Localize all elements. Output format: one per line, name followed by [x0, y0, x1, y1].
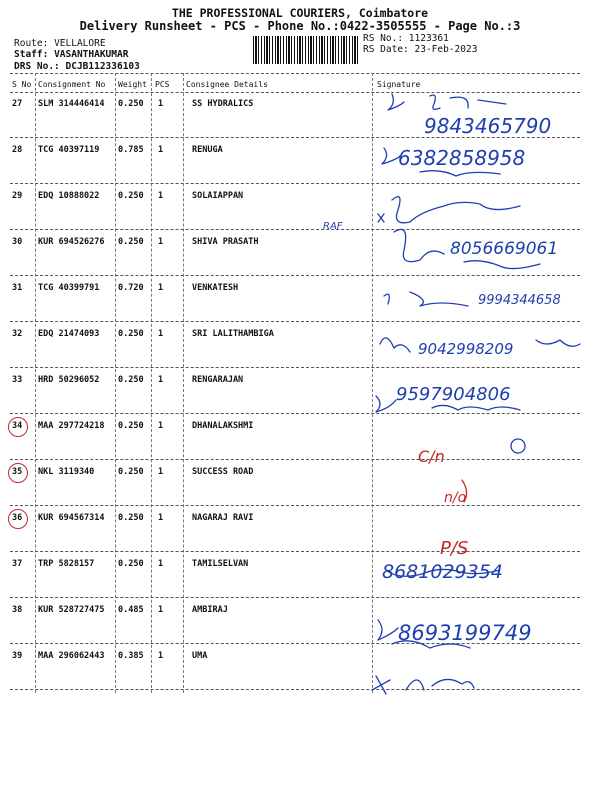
staff-label: Staff: [14, 49, 49, 60]
row-pcs: 1 [158, 651, 164, 661]
drs-label: DRS No.: [14, 61, 60, 72]
drs-value: DCJB112336103 [65, 61, 140, 72]
row-divider [10, 275, 580, 276]
col-header-consignee: Consignee Details [186, 80, 268, 89]
row-weight: 0.720 [118, 283, 144, 293]
row-pcs: 1 [158, 513, 164, 523]
handwritten-phone: 6382858958 [398, 146, 526, 170]
row-pcs: 1 [158, 467, 164, 477]
header-bottom-rule [10, 92, 580, 93]
route-line [14, 38, 106, 49]
row-weight: 0.250 [118, 99, 144, 109]
red-circle-mark [8, 463, 28, 483]
handwritten-phone: 9843465790 [424, 114, 552, 138]
col-header-weight: Weight [118, 80, 147, 89]
row-pcs: 1 [158, 605, 164, 615]
handwritten-remark: P/S [440, 538, 469, 559]
row-sno: 35 [12, 467, 23, 477]
row-pcs: 1 [158, 99, 164, 109]
row-consignee: DHANALAKSHMI [192, 421, 254, 431]
company-title: THE PROFESSIONAL COURIERS, Coimbatore [171, 6, 429, 20]
row-divider [10, 597, 580, 598]
handwritten-phone: 8681029354 [382, 561, 503, 583]
row-consignment-no: KUR 528727475 [38, 605, 105, 615]
rs-date-label: RS Date: [363, 44, 409, 55]
table-row [0, 99, 600, 147]
rs-no-line [363, 33, 449, 44]
row-consignment-no: EDQ 21474093 [38, 329, 100, 339]
handwritten-phone: 9042998209 [418, 340, 514, 358]
barcode [253, 36, 359, 64]
row-consignment-no: TRP 5828157 [38, 559, 95, 569]
row-consignee: SHIVA PRASATH [192, 237, 259, 247]
route-label: Route: [14, 38, 49, 49]
row-pcs: 1 [158, 329, 164, 339]
row-pcs: 1 [158, 283, 164, 293]
row-pcs: 1 [158, 559, 164, 569]
table-row [0, 145, 600, 193]
row-sno: 32 [12, 329, 23, 339]
staff-line [14, 49, 128, 60]
row-divider [10, 643, 580, 644]
row-pcs: 1 [158, 145, 164, 155]
row-divider [10, 183, 580, 184]
row-consignment-no: NKL 3119340 [38, 467, 95, 477]
row-sno: 36 [12, 513, 23, 523]
row-consignment-no: TCG 40399791 [38, 283, 100, 293]
handwritten-remark: n/o [444, 490, 467, 506]
row-sno: 31 [12, 283, 23, 293]
drs-line [14, 61, 140, 72]
row-consignee: AMBIRAJ [192, 605, 228, 615]
handwritten-phone: 9994344658 [478, 293, 561, 308]
row-consignee: TAMILSELVAN [192, 559, 249, 569]
row-sno: 33 [12, 375, 23, 385]
row-divider [10, 367, 580, 368]
row-divider [10, 229, 580, 230]
row-pcs: 1 [158, 375, 164, 385]
rs-date-line [363, 44, 477, 55]
row-sno: 38 [12, 605, 23, 615]
table-row [0, 329, 600, 377]
rs-no-value: 1123361 [408, 33, 449, 44]
red-circle-mark [8, 417, 28, 437]
handwritten-note: RAF [323, 221, 343, 232]
row-weight: 0.385 [118, 651, 144, 661]
row-weight: 0.250 [118, 513, 144, 523]
row-divider [10, 321, 580, 322]
row-consignee: SOLAIAPPAN [192, 191, 244, 201]
row-consignment-no: KUR 694526276 [38, 237, 105, 247]
row-divider [10, 459, 580, 460]
red-circle-mark [8, 509, 28, 529]
row-divider [10, 413, 580, 414]
row-pcs: 1 [158, 237, 164, 247]
row-weight: 0.250 [118, 421, 144, 431]
row-consignment-no: MAA 297724218 [38, 421, 105, 431]
row-weight: 0.785 [118, 145, 144, 155]
handwritten-phone: 9597904806 [396, 384, 511, 405]
table-row [0, 283, 600, 331]
rs-no-label: RS No.: [363, 33, 404, 44]
route-value: VELLALORE [54, 38, 106, 49]
row-weight: 0.250 [118, 467, 144, 477]
row-consignment-no: HRD 50296052 [38, 375, 100, 385]
row-consignment-no: SLM 314446414 [38, 99, 105, 109]
row-sno: 28 [12, 145, 23, 155]
col-header-consignment: Consignment No [38, 80, 106, 89]
table-row [0, 375, 600, 423]
row-sno: 34 [12, 421, 23, 431]
handwritten-remark: C/n [418, 447, 445, 466]
col-header-pcs: PCS [155, 80, 170, 89]
row-consignment-no: TCG 40397119 [38, 145, 100, 155]
row-sno: 29 [12, 191, 23, 201]
row-consignee: VENKATESH [192, 283, 239, 293]
table-row [0, 559, 600, 607]
table-row [0, 237, 600, 285]
row-divider [10, 137, 580, 138]
row-consignee: UMA [192, 651, 208, 661]
row-weight: 0.250 [118, 375, 144, 385]
staff-value: VASANTHAKUMAR [54, 49, 129, 60]
row-sno: 37 [12, 559, 23, 569]
table-row [0, 651, 600, 699]
row-sno: 30 [12, 237, 23, 247]
row-weight: 0.250 [118, 191, 144, 201]
row-consignee: RENUGA [192, 145, 223, 155]
row-pcs: 1 [158, 421, 164, 431]
row-sno: 39 [12, 651, 23, 661]
row-divider [10, 505, 580, 506]
col-header-sno: S No [12, 80, 32, 89]
row-pcs: 1 [158, 191, 164, 201]
row-weight: 0.250 [118, 237, 144, 247]
row-weight: 0.485 [118, 605, 144, 615]
handwritten-phone: 8056669061 [450, 239, 559, 259]
row-consignee: SS HYDRALICS [192, 99, 254, 109]
row-consignee: RENGARAJAN [192, 375, 244, 385]
row-consignment-no: MAA 296062443 [38, 651, 105, 661]
table-row [0, 191, 600, 239]
runsheet-subtitle: Delivery Runsheet - PCS - Phone No.:0422-3505555 - Page No.:3 [79, 19, 521, 33]
handwritten-phone: 8693199749 [398, 621, 532, 645]
row-consignment-no: KUR 694567314 [38, 513, 105, 523]
row-weight: 0.250 [118, 559, 144, 569]
row-consignee: SRI LALITHAMBIGA [192, 329, 274, 339]
table-row [0, 605, 600, 653]
table-row [0, 421, 600, 469]
row-consignment-no: EDQ 10888022 [38, 191, 100, 201]
table-row [0, 467, 600, 515]
rs-date-value: 23-Feb-2023 [414, 44, 478, 55]
row-weight: 0.250 [118, 329, 144, 339]
row-sno: 27 [12, 99, 23, 109]
row-divider [10, 689, 580, 690]
row-divider [10, 551, 580, 552]
table-row [0, 513, 600, 561]
col-header-signature: Signature [377, 80, 421, 89]
table-top-rule [10, 73, 580, 74]
row-consignee: NAGARAJ RAVI [192, 513, 254, 523]
row-consignee: SUCCESS ROAD [192, 467, 254, 477]
